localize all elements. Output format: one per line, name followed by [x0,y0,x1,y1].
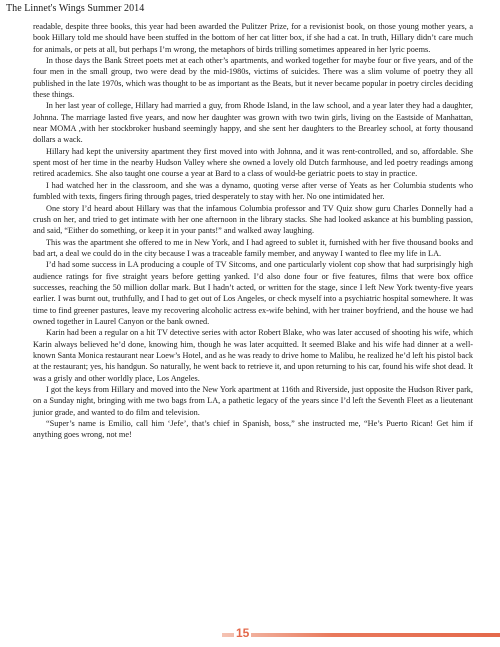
paragraph: In those days the Bank Street poets met at each other’s apartments, and worked together for maybe four or five years, and of the four men in the small group, two were dead by the mid-1980s, victims of suicides. There was a slim volume of poetry they all published in the late 1970s, which was thought to be as important as the Beats, but it never became popular in poetry circles deciding these things. [33,56,473,100]
footer-accent-bar [222,633,500,637]
article-body [33,21,473,441]
paragraph: I had watched her in the classroom, and she was a dynamo, quoting verse after verse of Yeats as her Columbia students who fumbled with texts, fingers firing through pages, tried desperately to stay with her. No one intimidated her. [33,180,473,202]
paragraph: One story I’d heard about Hillary was that the infamous Columbia professor and TV Quiz show guru Charles Donnelly had a crush on her, and tried to get intimate with her one afternoon in the library stacks. She had looked askance at his bumbling passion, and said, “Either do something, or keep it in your pants!” and walked away laughing. [33,203,473,236]
paragraph: Hillary had kept the university apartment they first moved into with Johnna, and it was rent-controlled, and so, affordable. She spent most of her time in the nearby Hudson Valley where she owned a lovely old Dutch farmhouse, and led poetry readings among retired academics. She also taught one course a year at Bard to a class of would-be geriatric poets to stay in practice. [33,146,473,179]
paragraph: I’d had some success in LA producing a couple of TV Sitcoms, and one particularly violent cop show that had surprisingly high audience ratings for five straight years before getting yanked. I’d also done four or five features, films that were box office successes, reaching the 50 million dollar mark. But I hadn’t acted, or written for the stage, since I left New York twenty-five years earlier. I was burnt out, truthfully, and I had to get out of Los Angeles, or check myself into a psychiatric hospital somewhere. It was time to find greener pastures, leave my recovering alcoholic actress ex-wife behind, with her trainer boyfriend, and the house we had owned together in Laurel Canyon or the bank owned. [33,260,473,326]
paragraph: “Super’s name is Emilio, call him ‘Jefe’, that’s chief in Spanish, boss,” she instructed me, “He’s Puerto Rican! Get him if anything goes wrong, not me! [33,419,473,440]
paragraph: This was the apartment she offered to me in New York, and I had agreed to sublet it, furnished with her five thousand books and bad art, a deal we could do in the city because I was a traceable family member, and anyway I wanted to flee my life in LA. [33,237,473,258]
paragraph: In her last year of college, Hillary had married a guy, from Rhode Island, in the law school, and a year later they had a daughter, Johnna. The marriage lasted five years, and now her daughter was grown with two twin girls, living on the Eastside of Manhattan, near MOMA ,with her stockbroker husband seemingly happy, and she sent her daughters to the Brearley school, at forty thousand dollars a wack. [33,101,473,145]
paragraph: Karin had been a regular on a hit TV detective series with actor Robert Blake, who was later accused of shooting his wife, which Karin always believed he’d done, knowing him, though he was later acquitted. It seemed Blake and his wife had dinner at a well-known Santa Monica restaurant near Loew’s Hotel, and as he was ready to drive home to Malibu, he realized he’d left his pistol back at the restaurant; yes, his handgun. So naturally, he went back to retrieve it, and upon returning to his car, found his wife shot dead. It was a grisly and other worldly place, Los Angeles. [33,328,473,383]
running-head: The Linnet's Wings Summer 2014 [6,3,145,14]
paragraph: I got the keys from Hillary and moved into the New York apartment at 116th and Riverside, just opposite the Hudson River park, on a Sunday night, bringing with me two bags from LA, a pathetic legacy of the years since I’d left the Seventh Fleet as a lieutenant junior grade, and wanted to do film and television. [33,385,473,417]
page-number: 15 [236,626,250,640]
paragraph: readable, despite three books, this year had been awarded the Pulitzer Prize, for a revisionist book, on those young mother years, a book Hillary told me should have been stuffed in the bottom of her cat litter box, if she had a cat. In truth, Hillary didn’t care much for animals, or pets at all, but perhaps I’m wrong, the metaphors of birds trilling sometimes appeared in her lyric poems. [33,22,473,54]
